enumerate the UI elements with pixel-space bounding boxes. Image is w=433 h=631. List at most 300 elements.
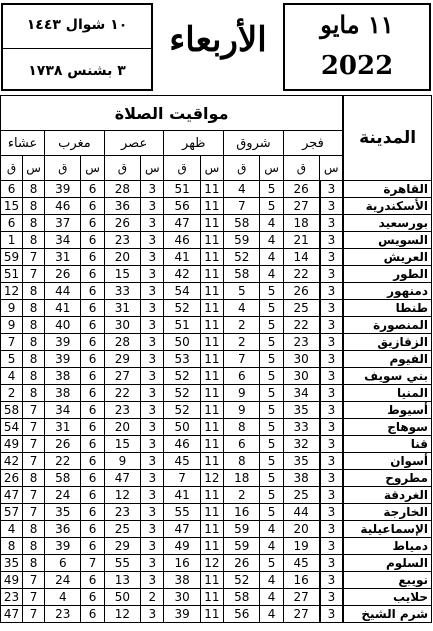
table-row [1,181,432,198]
dhuhr-minute-cell: 51 [164,317,200,334]
shorouk-minute-cell: 7 [224,198,260,215]
maghrib-hour-cell: 6 [81,385,104,402]
fajr-hour-cell: 3 [320,453,344,470]
dhuhr-minute-cell: 38 [164,572,200,589]
dhuhr-minute-cell: 47 [164,215,200,232]
table-row [1,368,432,385]
shorouk-hour-cell: 4 [260,538,283,555]
isha-minute-cell: 6 [1,215,23,232]
city-name-cell: بورسعيد [343,215,431,232]
maghrib-minute-cell: 38 [45,368,81,385]
asr-minute-cell: 23 [104,504,140,521]
city-name-cell: الفيوم [343,351,431,368]
table-row [1,232,432,249]
fajr-minute-cell: 14 [283,249,319,266]
asr-hour-cell: 3 [141,368,164,385]
maghrib-minute-cell: 41 [45,300,81,317]
dhuhr-minute-cell: 41 [164,487,200,504]
maghrib-hour-cell: 6 [81,351,104,368]
shorouk-minute-cell: 2 [224,487,260,504]
shorouk-hour-cell: 5 [260,385,283,402]
shorouk-minute-cell: 59 [224,521,260,538]
table-row [1,198,432,215]
isha-minute-cell: 26 [1,470,23,487]
shorouk-hour-cell: 5 [260,402,283,419]
table-row [1,572,432,589]
city-name-cell: الطور [343,266,431,283]
table-row [1,555,432,572]
asr-minute-cell: 23 [104,232,140,249]
prayer-header-asr: عصر [104,131,164,156]
shorouk-hour-cell: 5 [260,436,283,453]
asr-minute-cell: 28 [104,334,140,351]
asr-minute-cell: 55 [104,555,140,572]
shorouk-minute-cell: 5 [224,283,260,300]
dhuhr-hour-cell: 11 [200,249,223,266]
fajr-minute-cell: 26 [283,283,319,300]
isha-minute-cell: 12 [1,283,23,300]
maghrib-hour-cell: 6 [81,198,104,215]
shorouk-minute-cell: 8 [224,453,260,470]
fajr-minute-cell: 35 [283,453,319,470]
maghrib-minute-cell: 24 [45,487,81,504]
asr-minute-cell: 36 [104,198,140,215]
fajr-minute-cell: 22 [283,317,319,334]
fajr-minute-cell: 33 [283,419,319,436]
shorouk-hour-cell: 5 [260,317,283,334]
asr-minute-cell: 15 [104,266,140,283]
table-row [1,419,432,436]
isha-hour-cell: 8 [23,521,45,538]
dhuhr-minute-cell: 30 [164,589,200,606]
isha-hour-cell: 8 [23,555,45,572]
maghrib-minute-cell: 39 [45,351,81,368]
shorouk-hour-cell: 5 [260,368,283,385]
shorouk-minute-cell: 18 [224,470,260,487]
table-row [1,317,432,334]
prayer-header-dhuhr: ظهر [164,131,224,156]
asr-hour-cell: 3 [141,487,164,504]
maghrib-hour-cell: 6 [81,606,104,623]
shorouk-minute-cell: 6 [224,436,260,453]
prayer-times-body [1,181,432,623]
shorouk-hour-cell: 4 [260,232,283,249]
city-name-cell: السويس [343,232,431,249]
fajr-hour-cell: 3 [320,402,344,419]
asr-minute-cell: 13 [104,572,140,589]
asr-hour-cell: 3 [141,470,164,487]
city-name-cell: الأسكندرية [343,198,431,215]
maghrib-hour-cell: 6 [81,402,104,419]
table-row [1,606,432,623]
maghrib-minute-cell: 39 [45,334,81,351]
asr-minute-cell: 20 [104,249,140,266]
fajr-hour-cell: 3 [320,368,344,385]
dhuhr-hour-cell: 11 [200,283,223,300]
isha-minute-cell: 49 [1,572,23,589]
date-divider [3,48,151,49]
asr-hour-cell: 3 [141,232,164,249]
asr-minute-cell: 15 [104,436,140,453]
dhuhr-hour-cell: 12 [200,470,223,487]
asr-hour-cell: 3 [141,317,164,334]
maghrib-hour-cell: 6 [81,504,104,521]
fajr-minute-cell: 18 [283,215,319,232]
dhuhr-hour-cell: 11 [200,385,223,402]
dhuhr-minute-cell: 46 [164,436,200,453]
fajr-hour-cell: 3 [320,521,344,538]
asr-minute-cell: 28 [104,181,140,198]
fajr-hour-cell: 3 [320,215,344,232]
fajr-minute-cell: 30 [283,351,319,368]
shorouk-hour-cell: 4 [260,249,283,266]
isha-hour-cell: 8 [23,215,45,232]
maghrib-minute-cell: 4 [45,589,81,606]
maghrib-minute-cell: 23 [45,606,81,623]
asr-hour-cell: 3 [141,351,164,368]
dhuhr-minute-cell: 56 [164,198,200,215]
dhuhr-hour-cell: 11 [200,487,223,504]
fajr-minute-cell: 23 [283,334,319,351]
isha-minute-cell: 9 [1,317,23,334]
fajr-minute-cell: 25 [283,487,319,504]
fajr-minute-cell: 20 [283,521,319,538]
asr-hour-cell: 3 [141,555,164,572]
shorouk-minute-cell: 7 [224,351,260,368]
maghrib-minute-cell: 44 [45,283,81,300]
fajr-minute-cell: 30 [283,368,319,385]
city-name-cell: شرم الشيخ [343,606,431,623]
isha-hour-cell: 7 [23,487,45,504]
isha-minute-cell: 42 [1,453,23,470]
maghrib-hour-cell: 6 [81,419,104,436]
shorouk-minute-cell: 16 [224,504,260,521]
shorouk-minute-cell: 9 [224,385,260,402]
isha-hour-cell: 8 [23,368,45,385]
fajr-hour-cell: 3 [320,266,344,283]
dhuhr-minute-cell: 52 [164,300,200,317]
asr-hour-cell: 3 [141,283,164,300]
isha-hour-cell: 8 [23,198,45,215]
dhuhr-minute-cell: 49 [164,538,200,555]
asr-hour-cell: 3 [141,453,164,470]
fajr-hour-cell: 3 [320,334,344,351]
maghrib-hour-cell: 6 [81,317,104,334]
fajr-hour-cell: 3 [320,606,344,623]
shorouk-hour-cell: 4 [260,521,283,538]
dhuhr-minute-cell: 50 [164,419,200,436]
table-row [1,487,432,504]
unit-minute-header: ق [164,156,200,181]
fajr-hour-cell: 3 [320,419,344,436]
shorouk-minute-cell: 58 [224,266,260,283]
maghrib-hour-cell: 6 [81,436,104,453]
asr-hour-cell: 2 [141,589,164,606]
isha-hour-cell: 8 [23,283,45,300]
maghrib-minute-cell: 58 [45,470,81,487]
fajr-minute-cell: 27 [283,198,319,215]
isha-minute-cell: 54 [1,419,23,436]
fajr-hour-cell: 3 [320,300,344,317]
fajr-minute-cell: 26 [283,181,319,198]
isha-hour-cell: 8 [23,385,45,402]
asr-minute-cell: 23 [104,402,140,419]
shorouk-minute-cell: 2 [224,334,260,351]
isha-minute-cell: 4 [1,368,23,385]
dhuhr-hour-cell: 11 [200,436,223,453]
maghrib-minute-cell: 26 [45,436,81,453]
table-row [1,402,432,419]
maghrib-hour-cell: 6 [81,453,104,470]
city-name-cell: أسوان [343,453,431,470]
isha-minute-cell: 58 [1,402,23,419]
maghrib-hour-cell: 6 [81,249,104,266]
shorouk-hour-cell: 5 [260,181,283,198]
isha-hour-cell: 8 [23,538,45,555]
asr-hour-cell: 3 [141,402,164,419]
unit-minute-header: ق [104,156,140,181]
shorouk-hour-cell: 5 [260,453,283,470]
isha-minute-cell: 23 [1,589,23,606]
dhuhr-minute-cell: 42 [164,266,200,283]
city-name-cell: السلوم [343,555,431,572]
unit-hour-header: س [260,156,283,181]
asr-hour-cell: 3 [141,198,164,215]
fajr-hour-cell: 3 [320,351,344,368]
asr-hour-cell: 3 [141,538,164,555]
maghrib-minute-cell: 37 [45,215,81,232]
shorouk-hour-cell: 5 [260,419,283,436]
fajr-hour-cell: 3 [320,504,344,521]
fajr-minute-cell: 25 [283,300,319,317]
unit-minute-header: ق [45,156,81,181]
fajr-minute-cell: 27 [283,589,319,606]
table-row [1,538,432,555]
isha-minute-cell: 59 [1,249,23,266]
dhuhr-hour-cell: 11 [200,419,223,436]
asr-minute-cell: 25 [104,521,140,538]
isha-hour-cell: 7 [23,419,45,436]
maghrib-hour-cell: 6 [81,487,104,504]
dhuhr-minute-cell: 45 [164,453,200,470]
asr-minute-cell: 50 [104,589,140,606]
maghrib-minute-cell: 31 [45,419,81,436]
maghrib-hour-cell: 6 [81,368,104,385]
fajr-minute-cell: 16 [283,572,319,589]
isha-hour-cell: 8 [23,351,45,368]
fajr-minute-cell: 34 [283,385,319,402]
isha-hour-cell: 7 [23,249,45,266]
shorouk-hour-cell: 5 [260,555,283,572]
maghrib-hour-cell: 6 [81,232,104,249]
city-name-cell: طنطا [343,300,431,317]
asr-minute-cell: 47 [104,470,140,487]
asr-minute-cell: 31 [104,300,140,317]
shorouk-minute-cell: 6 [224,368,260,385]
asr-hour-cell: 3 [141,572,164,589]
dhuhr-minute-cell: 52 [164,368,200,385]
isha-minute-cell: 5 [1,351,23,368]
asr-hour-cell: 3 [141,266,164,283]
isha-hour-cell: 7 [23,266,45,283]
dhuhr-hour-cell: 11 [200,538,223,555]
shorouk-minute-cell: 9 [224,402,260,419]
isha-minute-cell: 47 [1,606,23,623]
isha-minute-cell: 9 [1,300,23,317]
fajr-hour-cell: 3 [320,436,344,453]
asr-hour-cell: 3 [141,436,164,453]
table-row [1,521,432,538]
maghrib-minute-cell: 26 [45,266,81,283]
dhuhr-minute-cell: 53 [164,351,200,368]
asr-minute-cell: 27 [104,368,140,385]
asr-minute-cell: 33 [104,283,140,300]
shorouk-hour-cell: 4 [260,572,283,589]
asr-minute-cell: 20 [104,419,140,436]
dhuhr-hour-cell: 11 [200,215,223,232]
isha-hour-cell: 7 [23,572,45,589]
asr-hour-cell: 3 [141,504,164,521]
fajr-hour-cell: 3 [320,487,344,504]
isha-minute-cell: 51 [1,266,23,283]
fajr-hour-cell: 3 [320,232,344,249]
city-name-cell: الزقازيق [343,334,431,351]
maghrib-minute-cell: 31 [45,249,81,266]
city-name-cell: العريش [343,249,431,266]
dhuhr-hour-cell: 11 [200,300,223,317]
asr-hour-cell: 3 [141,419,164,436]
dhuhr-hour-cell: 11 [200,368,223,385]
shorouk-hour-cell: 5 [260,504,283,521]
shorouk-hour-cell: 5 [260,487,283,504]
fajr-hour-cell: 3 [320,181,344,198]
maghrib-hour-cell: 6 [81,283,104,300]
shorouk-minute-cell: 26 [224,555,260,572]
fajr-hour-cell: 3 [320,283,344,300]
asr-hour-cell: 3 [141,300,164,317]
maghrib-hour-cell: 6 [81,589,104,606]
dhuhr-hour-cell: 11 [200,317,223,334]
asr-hour-cell: 3 [141,181,164,198]
shorouk-minute-cell: 56 [224,606,260,623]
maghrib-minute-cell: 40 [45,317,81,334]
shorouk-minute-cell: 8 [224,419,260,436]
table-row [1,266,432,283]
dhuhr-minute-cell: 39 [164,606,200,623]
city-column-header: المدينة [343,96,431,181]
isha-minute-cell: 15 [1,198,23,215]
table-row [1,470,432,487]
hijri-coptic-date-box [1,3,153,91]
dhuhr-hour-cell: 11 [200,334,223,351]
gregorian-day-month: ١١ مايو [320,10,394,39]
prayer-header-shorouk: شروق [224,131,284,156]
table-row [1,215,432,232]
city-name-cell: مطروح [343,470,431,487]
dhuhr-minute-cell: 16 [164,555,200,572]
dhuhr-hour-cell: 11 [200,198,223,215]
day-name: الأربعاء [169,20,267,60]
fajr-hour-cell: 3 [320,538,344,555]
prayer-header-maghrib: مغرب [45,131,105,156]
shorouk-hour-cell: 4 [260,266,283,283]
isha-minute-cell: 6 [1,181,23,198]
dhuhr-hour-cell: 11 [200,232,223,249]
shorouk-minute-cell: 59 [224,232,260,249]
fajr-minute-cell: 35 [283,402,319,419]
city-name-cell: حلايب [343,589,431,606]
dhuhr-minute-cell: 54 [164,283,200,300]
dhuhr-hour-cell: 11 [200,504,223,521]
shorouk-minute-cell: 4 [224,300,260,317]
city-name-cell: الغردقة [343,487,431,504]
isha-hour-cell: 8 [23,334,45,351]
shorouk-minute-cell: 58 [224,589,260,606]
isha-minute-cell: 57 [1,504,23,521]
maghrib-minute-cell: 39 [45,181,81,198]
coptic-date: ٣ بشنس ١٧٣٨ [28,63,126,79]
isha-hour-cell: 7 [23,453,45,470]
asr-minute-cell: 12 [104,606,140,623]
table-row [1,385,432,402]
city-name-cell: المنيا [343,385,431,402]
dhuhr-hour-cell: 11 [200,351,223,368]
fajr-minute-cell: 45 [283,555,319,572]
city-name-cell: الإسماعيلية [343,521,431,538]
isha-hour-cell: 8 [23,317,45,334]
dhuhr-minute-cell: 51 [164,181,200,198]
table-row [1,334,432,351]
city-name-cell: دمنهور [343,283,431,300]
isha-minute-cell: 35 [1,555,23,572]
dhuhr-minute-cell: 46 [164,232,200,249]
shorouk-minute-cell: 59 [224,538,260,555]
fajr-hour-cell: 3 [320,385,344,402]
asr-hour-cell: 3 [141,249,164,266]
asr-minute-cell: 12 [104,487,140,504]
maghrib-hour-cell: 6 [81,266,104,283]
shorouk-hour-cell: 5 [260,198,283,215]
maghrib-hour-cell: 6 [81,538,104,555]
isha-hour-cell: 7 [23,402,45,419]
dhuhr-hour-cell: 11 [200,572,223,589]
isha-minute-cell: 4 [1,521,23,538]
dhuhr-hour-cell: 11 [200,589,223,606]
isha-hour-cell: 8 [23,470,45,487]
table-row [1,436,432,453]
maghrib-minute-cell: 35 [45,504,81,521]
dhuhr-hour-cell: 11 [200,453,223,470]
dhuhr-minute-cell: 52 [164,402,200,419]
maghrib-minute-cell: 24 [45,572,81,589]
isha-hour-cell: 7 [23,606,45,623]
prayer-times-table [0,95,432,623]
maghrib-hour-cell: 6 [81,215,104,232]
unit-hour-header: س [320,156,344,181]
shorouk-hour-cell: 5 [260,351,283,368]
fajr-minute-cell: 27 [283,606,319,623]
dhuhr-hour-cell: 11 [200,181,223,198]
shorouk-hour-cell: 5 [260,283,283,300]
unit-hour-header: س [141,156,164,181]
asr-hour-cell: 3 [141,521,164,538]
dhuhr-minute-cell: 7 [164,470,200,487]
dhuhr-hour-cell: 12 [200,555,223,572]
prayer-header-fajr: فجر [283,131,343,156]
shorouk-minute-cell: 58 [224,215,260,232]
fajr-minute-cell: 32 [283,436,319,453]
shorouk-hour-cell: 5 [260,300,283,317]
